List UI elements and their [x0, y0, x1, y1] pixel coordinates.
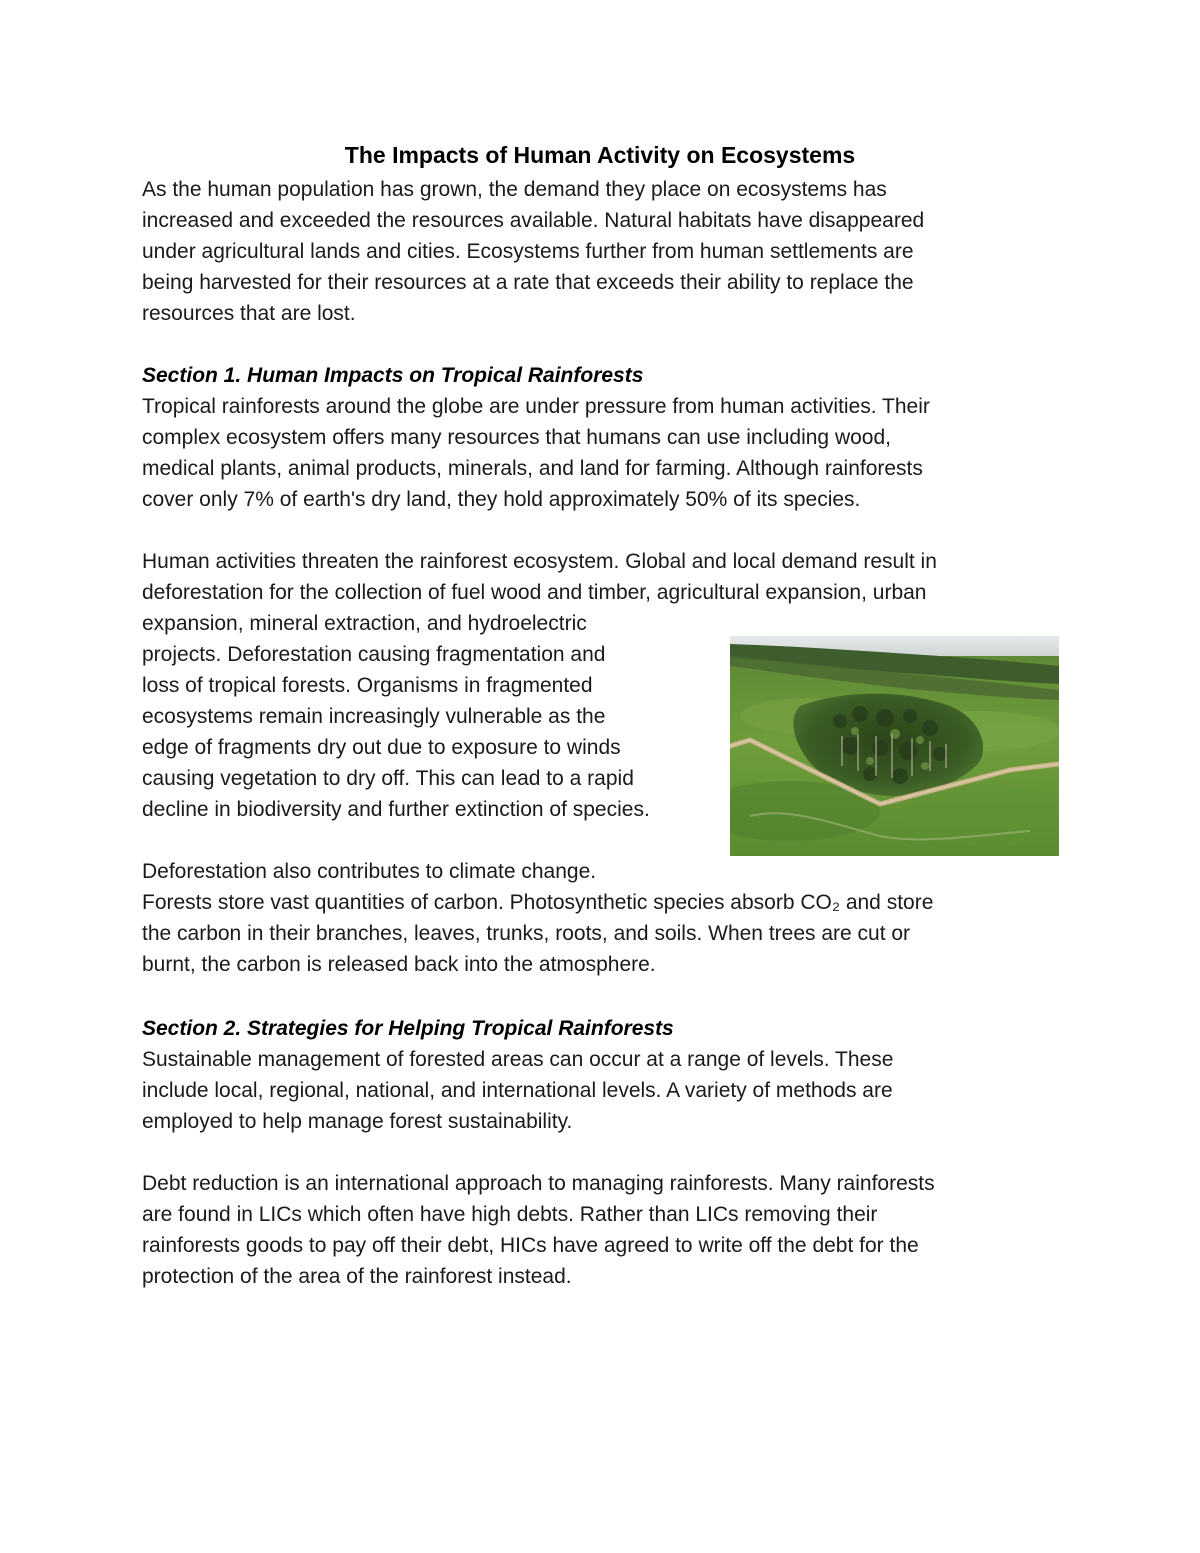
section1-para2-line: expansion, mineral extraction, and hydroelectric: [142, 612, 587, 635]
intro-line: resources that are lost.: [142, 302, 356, 325]
section1-para2-line: deforestation for the collection of fuel wood and timber, agricultural expansion, urban: [142, 581, 927, 604]
section1-para1-line: Tropical rainforests around the globe are under pressure from human activities. Their: [142, 395, 930, 418]
section2-heading: Section 2. Strategies for Helping Tropical Rainforests: [142, 1017, 674, 1040]
section1-para1-line: complex ecosystem offers many resources that humans can use including wood,: [142, 426, 891, 449]
photo-illustration: [730, 636, 1059, 856]
section1-para2-line: loss of tropical forests. Organisms in fragmented: [142, 674, 593, 697]
section1-heading: Section 1. Human Impacts on Tropical Rainforests: [142, 364, 644, 387]
section2-para2-line: Debt reduction is an international approach to managing rainforests. Many rainforests: [142, 1172, 935, 1195]
section1-para3-line: burnt, the carbon is released back into the atmosphere.: [142, 953, 656, 976]
section2-para1-line: Sustainable management of forested areas can occur at a range of levels. These: [142, 1048, 894, 1071]
section1-para3-line: Deforestation also contributes to climate change.: [142, 860, 597, 883]
section2-para2-line: rainforests goods to pay off their debt, HICs have agreed to write off the debt for the: [142, 1234, 919, 1257]
section1-para2-line: Human activities threaten the rainforest ecosystem. Global and local demand result in: [142, 550, 937, 573]
section2-para2-line: are found in LICs which often have high debts. Rather than LICs removing their: [142, 1203, 878, 1226]
section1-para1-line: medical plants, animal products, minerals, and land for farming. Although rainforests: [142, 457, 923, 480]
section1-para2-line: edge of fragments dry out due to exposure to winds: [142, 736, 621, 759]
intro-line: under agricultural lands and cities. Ecosystems further from human settlements are: [142, 240, 914, 263]
section1-para2-line: projects. Deforestation causing fragmentation and: [142, 643, 606, 666]
section2-para2-line: protection of the area of the rainforest instead.: [142, 1265, 572, 1288]
section2-para1-line: include local, regional, national, and international levels. A variety of methods are: [142, 1079, 893, 1102]
section1-para2-line: ecosystems remain increasingly vulnerable as the: [142, 705, 606, 728]
section1-para3-line: the carbon in their branches, leaves, trunks, roots, and soils. When trees are cut or: [142, 922, 911, 945]
section1-para1-line: cover only 7% of earth's dry land, they hold approximately 50% of its species.: [142, 488, 861, 511]
intro-line: increased and exceeded the resources available. Natural habitats have disappeared: [142, 209, 925, 232]
section2-para1-line: employed to help manage forest sustainability.: [142, 1110, 573, 1133]
section1-para3-line: Forests store vast quantities of carbon. Photosynthetic species absorb CO₂ and store: [142, 891, 934, 914]
intro-line: being harvested for their resources at a rate that exceeds their ability to replace the: [142, 271, 914, 294]
document-title: The Impacts of Human Activity on Ecosystems: [344, 142, 856, 168]
section1-para2-line: decline in biodiversity and further extinction of species.: [142, 798, 650, 821]
intro-line: As the human population has grown, the demand they place on ecosystems has: [142, 178, 887, 201]
aerial-deforestation-photo: [730, 636, 1059, 856]
section1-para2-line: causing vegetation to dry off. This can lead to a rapid: [142, 767, 634, 790]
